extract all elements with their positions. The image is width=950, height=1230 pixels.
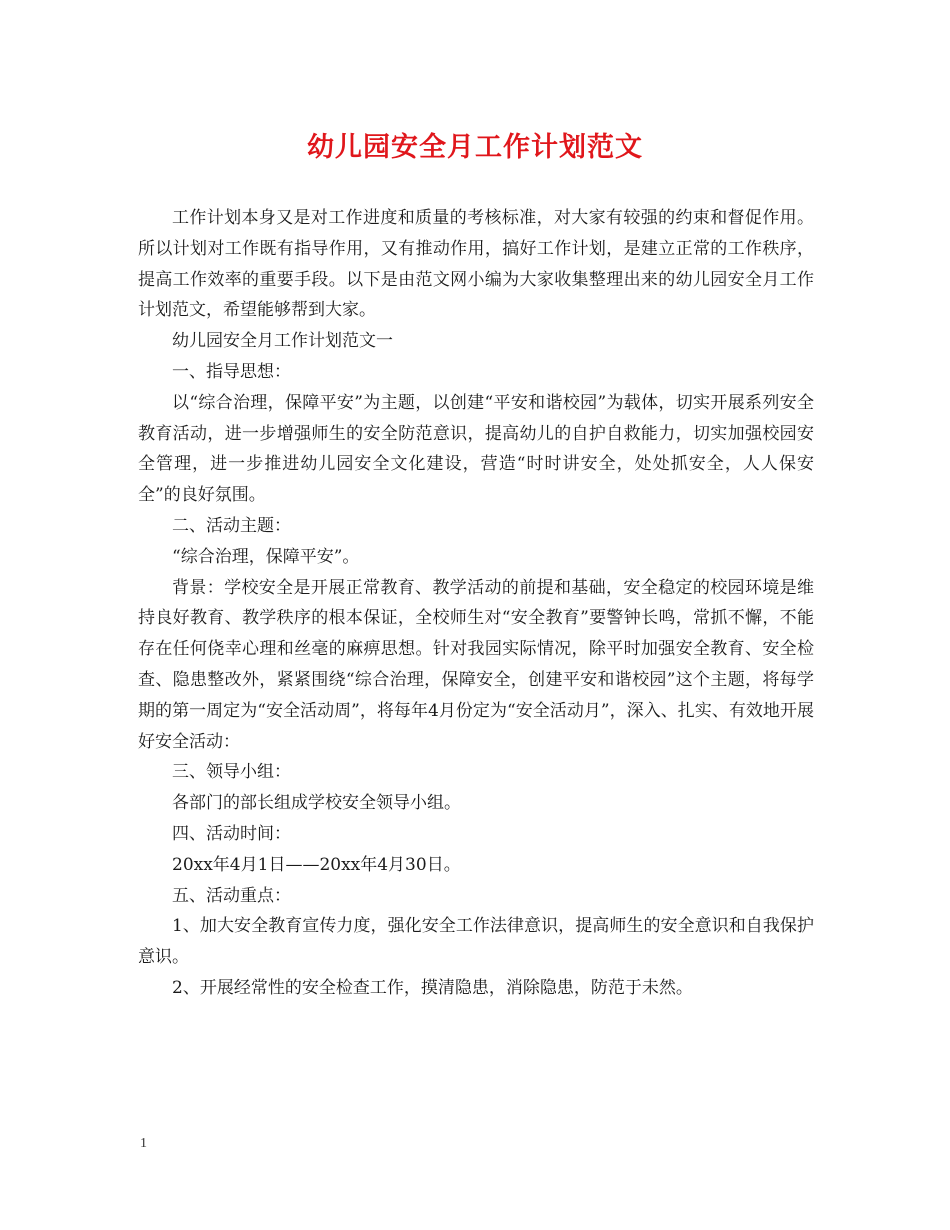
paragraph-leadership-group: 各部门的部长组成学校安全领导小组。 xyxy=(172,793,461,814)
paragraph-guiding-ideology: 以“综合治理，保障平安”为主题，以创建“平安和谐校园”为载体，切实开展系列安全教育活动，进一步增强师生的安全防范意识，提高幼儿的自护自救能力，切实加强校园安全管理，进一步推进幼儿园安全文化建设，营造“时时讲安全，处处抓安全，人人保安全”的良好氛围。 xyxy=(138,392,814,506)
paragraph-focus-item-2: 2、开展经常性的安全检查工作，摸清隐患，消除隐患，防范于未然。 xyxy=(172,977,693,998)
document-body xyxy=(138,203,814,1004)
heading-leadership-group: 三、领导小组： xyxy=(172,762,291,783)
paragraph-activity-time: 20xx年4月1日——20xx年4月30日。 xyxy=(172,854,461,875)
heading-activity-time: 四、活动时间： xyxy=(172,823,291,844)
heading-activity-focus: 五、活动重点： xyxy=(172,885,291,906)
paragraph-subtitle: 幼儿园安全月工作计划范文一 xyxy=(172,331,393,352)
heading-activity-theme: 二、活动主题： xyxy=(172,515,291,536)
document-title: 幼儿园安全月工作计划范文 xyxy=(307,132,643,163)
paragraph-intro: 工作计划本身又是对工作进度和质量的考核标准，对大家有较强的约束和督促作用。所以计划对工作既有指导作用，又有推动作用，搞好工作计划，是建立正常的工作秩序，提高工作效率的重要手段。以下是由范文网小编为大家收集整理出来的幼儿园安全月工作计划范文，希望能够帮到大家。 xyxy=(138,208,814,321)
paragraph-background: 背景：学校安全是开展正常教育、教学活动的前提和基础，安全稳定的校园环境是维持良好教育、教学秩序的根本保证，全校师生对“安全教育”要警钟长鸣，常抓不懈，不能存在任何侥幸心理和丝毫的麻痹思想。针对我园实际情况，除平时加强安全教育、安全检查、隐患整改外，紧紧围绕“综合治理，保障安全，创建平安和谐校园”这个主题，将每学期的第一周定为“安全活动周”，将每年4月份定为“安全活动月”，深入、扎实、有效地开展好安全活动： xyxy=(138,577,814,752)
paragraph-activity-theme: “综合治理，保障平安”。 xyxy=(172,546,360,567)
page-number: 1 xyxy=(140,1136,147,1151)
paragraph-focus-item-1: 1、加大安全教育宣传力度，强化安全工作法律意识，提高师生的安全意识和自我保护意识。 xyxy=(138,916,814,968)
heading-guiding-ideology: 一、指导思想： xyxy=(172,361,291,382)
